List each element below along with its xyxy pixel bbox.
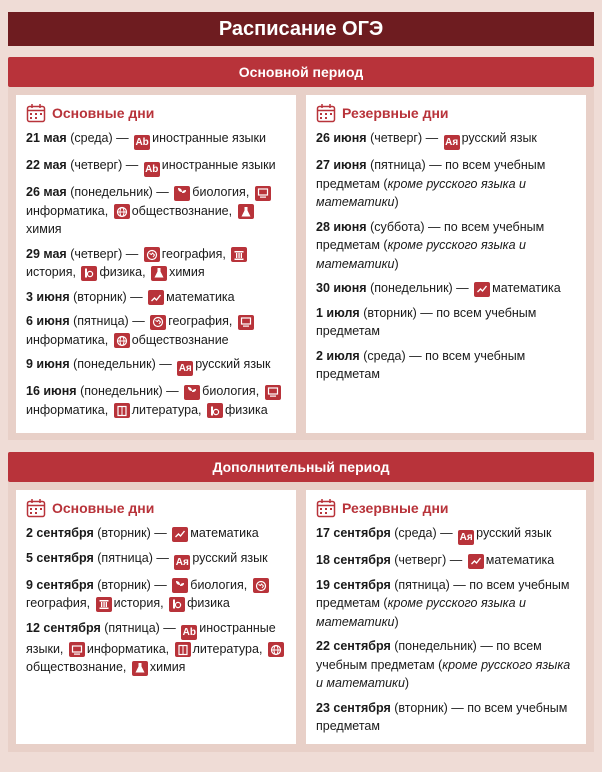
- schedule-entry: 5 сентября (пятница) — Ая русский язык: [26, 550, 268, 568]
- geography-icon: [253, 578, 269, 593]
- russian-language-icon: Ая: [175, 556, 189, 568]
- calendar-icon: [316, 103, 336, 123]
- main-days-card: [16, 95, 296, 433]
- calendar-icon: [26, 498, 46, 518]
- schedule-entry: 6 июня (пятница) — география, информатика, обществознание: [26, 312, 288, 349]
- history-icon: [96, 597, 112, 612]
- entry-date: 1 июля: [316, 305, 360, 320]
- entry-date: 19 сентября: [316, 577, 391, 592]
- computer-science-icon: [69, 642, 85, 657]
- russian-language-icon: Ая: [445, 137, 459, 148]
- schedule-entry: 16 июня (понедельник) — биология, информатика, литература, физика: [26, 382, 288, 419]
- entry-date: 26 мая: [26, 185, 67, 199]
- page-title: Расписание ОГЭ: [8, 12, 594, 46]
- schedule-entry: 30 июня (понедельник) — математика: [316, 281, 561, 295]
- geography-icon: [150, 315, 166, 330]
- calendar-icon: [316, 498, 336, 518]
- card-title: Резервные дни: [342, 500, 449, 516]
- physics-icon: [81, 266, 97, 281]
- math-icon: [468, 554, 484, 569]
- schedule-entry: 29 мая (четверг) — география, история, физика, химия: [26, 245, 288, 282]
- entry-date: 22 мая: [26, 158, 67, 172]
- entry-date: 9 сентября: [26, 577, 94, 592]
- schedule-entry: 1 июля (вторник) — по всем учебным предметам: [316, 305, 537, 338]
- schedule-entry: 9 июня (понедельник) — Ая русский язык: [26, 357, 271, 374]
- entry-date: 28 июня: [316, 219, 367, 234]
- math-icon: [148, 290, 164, 305]
- social-studies-icon: [114, 333, 130, 348]
- entry-date: 22 сентября: [316, 639, 391, 653]
- schedule-entry: 2 июля (среда) — по всем учебным предметам: [316, 348, 526, 381]
- schedule-entry: 27 июня (пятница) — по всем учебным предметам (кроме русского языка и математики): [316, 158, 546, 209]
- history-icon: [231, 247, 247, 262]
- schedule-entry: 3 июня (вторник) — математика: [26, 289, 235, 304]
- chemistry-icon: [132, 661, 148, 676]
- entry-date: 2 июля: [316, 348, 360, 363]
- entry-date: 30 июня: [316, 281, 367, 295]
- schedule-entry: 28 июня (суббота) — по всем учебным предметам (кроме русского языка и математики): [316, 219, 545, 271]
- section-header-main-period: Основной период: [8, 57, 594, 87]
- physics-icon: [169, 597, 185, 612]
- foreign-languages-icon: Ab: [135, 137, 149, 148]
- entry-date: 16 июня: [26, 384, 77, 398]
- schedule-entry: 17 сентября (среда) — Ая русский язык: [316, 526, 552, 543]
- entry-date: 27 июня: [316, 158, 367, 172]
- reserve-days-card: [306, 490, 586, 744]
- schedule-entry: 9 сентября (вторник) — биология, география, история, физика: [26, 576, 288, 613]
- reserve-days-card: [306, 95, 586, 433]
- entry-date: 3 июня: [26, 289, 70, 304]
- card-title: Основные дни: [52, 500, 155, 516]
- chemistry-icon: [151, 266, 167, 281]
- biology-icon: [184, 385, 200, 400]
- entry-date: 6 июня: [26, 314, 70, 328]
- section-header-additional-period: Дополнительный период: [8, 452, 594, 482]
- biology-icon: [172, 578, 188, 593]
- entry-date: 18 сентября: [316, 553, 391, 567]
- entry-date: 2 сентября: [26, 526, 94, 540]
- main-days-card: [16, 490, 296, 744]
- foreign-languages-icon: Ab: [145, 164, 159, 175]
- social-studies-icon: [114, 204, 130, 219]
- entry-date: 21 мая: [26, 131, 67, 145]
- russian-language-icon: Ая: [178, 363, 192, 374]
- schedule-entry: 23 сентября (вторник) — по всем учебным предметам: [316, 700, 568, 733]
- entry-date: 26 июня: [316, 131, 367, 145]
- geography-icon: [144, 247, 160, 262]
- card-title: Основные дни: [52, 105, 155, 121]
- computer-science-icon: [265, 385, 281, 400]
- literature-icon: [175, 642, 191, 657]
- computer-science-icon: [255, 186, 271, 201]
- schedule-entry: 18 сентября (четверг) — математика: [316, 553, 555, 567]
- schedule-entry: 2 сентября (вторник) — математика: [26, 526, 259, 540]
- social-studies-icon: [268, 642, 284, 657]
- schedule-entry: 19 сентября (пятница) — по всем учебным предметам (кроме русского языка и математики): [316, 577, 570, 629]
- entry-date: 23 сентября: [316, 700, 391, 715]
- schedule-entry: 26 мая (понедельник) — биология, информатика, обществознание, химия: [26, 183, 288, 239]
- entry-date: 29 мая: [26, 246, 67, 261]
- foreign-languages-icon: Ab: [182, 626, 196, 638]
- main-period-section: [8, 57, 594, 440]
- entry-date: 9 июня: [26, 357, 70, 371]
- literature-icon: [114, 403, 130, 418]
- math-icon: [172, 527, 188, 542]
- schedule-entry: 26 июня (четверг) — Ая русский язык: [316, 131, 537, 148]
- entry-date: 17 сентября: [316, 526, 391, 540]
- schedule-entry: 21 мая (среда) — Ab иностранные языки: [26, 131, 266, 148]
- calendar-icon: [26, 103, 46, 123]
- additional-period-section: [8, 452, 594, 752]
- entry-date: 5 сентября: [26, 550, 94, 565]
- russian-language-icon: Ая: [459, 532, 473, 543]
- schedule-entry: 12 сентября (пятница) — Ab иностранные языки, информатика, литература, обществознание, химия: [26, 619, 288, 677]
- chemistry-icon: [238, 204, 254, 219]
- schedule-entry: 22 сентября (понедельник) — по всем учебным предметам (кроме русского языка и математики): [316, 639, 571, 690]
- card-title: Резервные дни: [342, 105, 449, 121]
- schedule-entry: 22 мая (четверг) — Ab иностранные языки: [26, 158, 276, 175]
- biology-icon: [174, 186, 190, 201]
- computer-science-icon: [238, 315, 254, 330]
- math-icon: [474, 282, 490, 297]
- entry-date: 12 сентября: [26, 620, 101, 635]
- physics-icon: [207, 403, 223, 418]
